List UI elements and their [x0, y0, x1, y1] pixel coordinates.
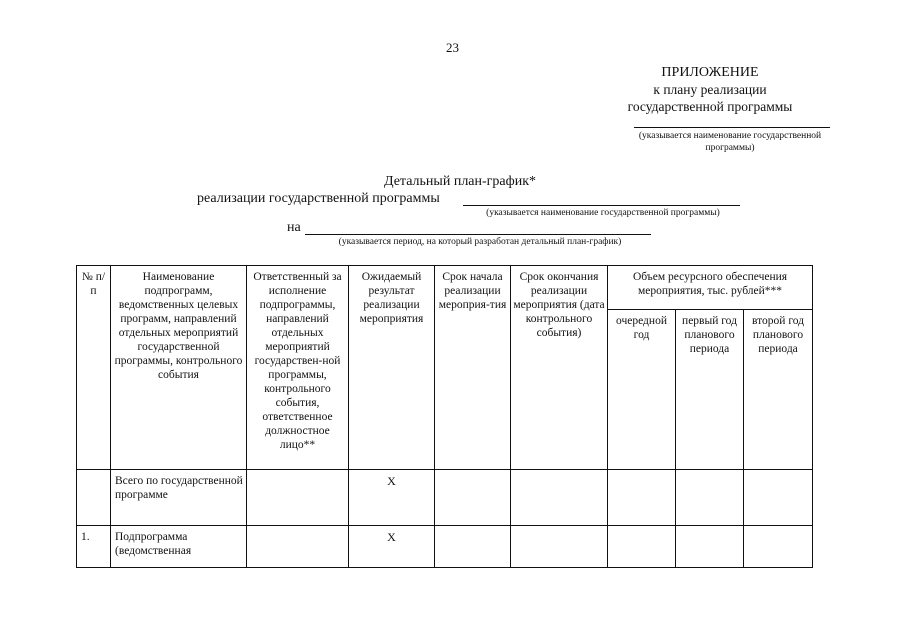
plan-table — [76, 265, 813, 568]
row-responsible — [247, 526, 349, 568]
row-responsible — [247, 470, 349, 526]
plan-title: Детальный план-график* — [384, 174, 536, 189]
header-funding: Объем ресурсного обеспечения мероприятия, тыс. рублей*** — [608, 266, 813, 310]
header-end: Срок окончания реализации мероприятия (дата контрольного события) — [511, 266, 608, 470]
table-row — [77, 470, 813, 526]
header-year-current: очередной год — [608, 310, 676, 470]
row-year-current — [608, 470, 676, 526]
period-underline — [305, 234, 651, 235]
header-year-first: первый год планового периода — [676, 310, 744, 470]
row-end — [511, 526, 608, 568]
row-name: Всего по государственной программе — [111, 470, 247, 526]
row-num — [77, 470, 111, 526]
row-name: Подпрограмма (ведомственная — [111, 526, 247, 568]
row-year-first — [676, 470, 744, 526]
table-row — [77, 526, 813, 568]
header-responsible: Ответственный за исполнение подпрограммы, направлений отдельных мероприятий государствен-ной программы, контрольного события, ответственное должностное лицо** — [247, 266, 349, 470]
program-underline — [463, 205, 740, 206]
header-year-second: второй год планового периода — [744, 310, 813, 470]
program-name-hint-2: программы) — [705, 143, 755, 153]
row-start — [435, 526, 511, 568]
period-prefix: на — [287, 220, 301, 235]
appendix-line-2: государственной программы — [627, 99, 793, 114]
appendix-line-1: к плану реализации — [653, 82, 767, 97]
row-result: X — [349, 526, 435, 568]
program-name-hint-1: (указывается наименование государственной — [638, 131, 822, 141]
row-end — [511, 470, 608, 526]
page-number: 23 — [446, 40, 459, 55]
row-num: 1. — [77, 526, 111, 568]
program-name-underline — [634, 127, 830, 128]
row-year-second — [744, 526, 813, 568]
row-year-current — [608, 526, 676, 568]
period-hint: (указывается период, на который разработан детальный план-график) — [338, 237, 622, 247]
header-name: Наименование подпрограмм, ведомственных целевых программ, направлений отдельных мероприятий государственной программы, контрольного события — [111, 266, 247, 470]
header-start: Срок начала реализации мероприя-тия — [435, 266, 511, 470]
header-row-1 — [77, 266, 813, 310]
appendix-title: ПРИЛОЖЕНИЕ — [661, 65, 759, 80]
plan-subtitle: реализации государственной программы — [197, 191, 440, 206]
header-result: Ожидаемый результат реализации мероприятия — [349, 266, 435, 470]
row-year-first — [676, 526, 744, 568]
header-num: № п/п — [77, 266, 111, 470]
row-result: X — [349, 470, 435, 526]
row-start — [435, 470, 511, 526]
program-hint: (указывается наименование государственной программы) — [486, 208, 720, 218]
row-year-second — [744, 470, 813, 526]
